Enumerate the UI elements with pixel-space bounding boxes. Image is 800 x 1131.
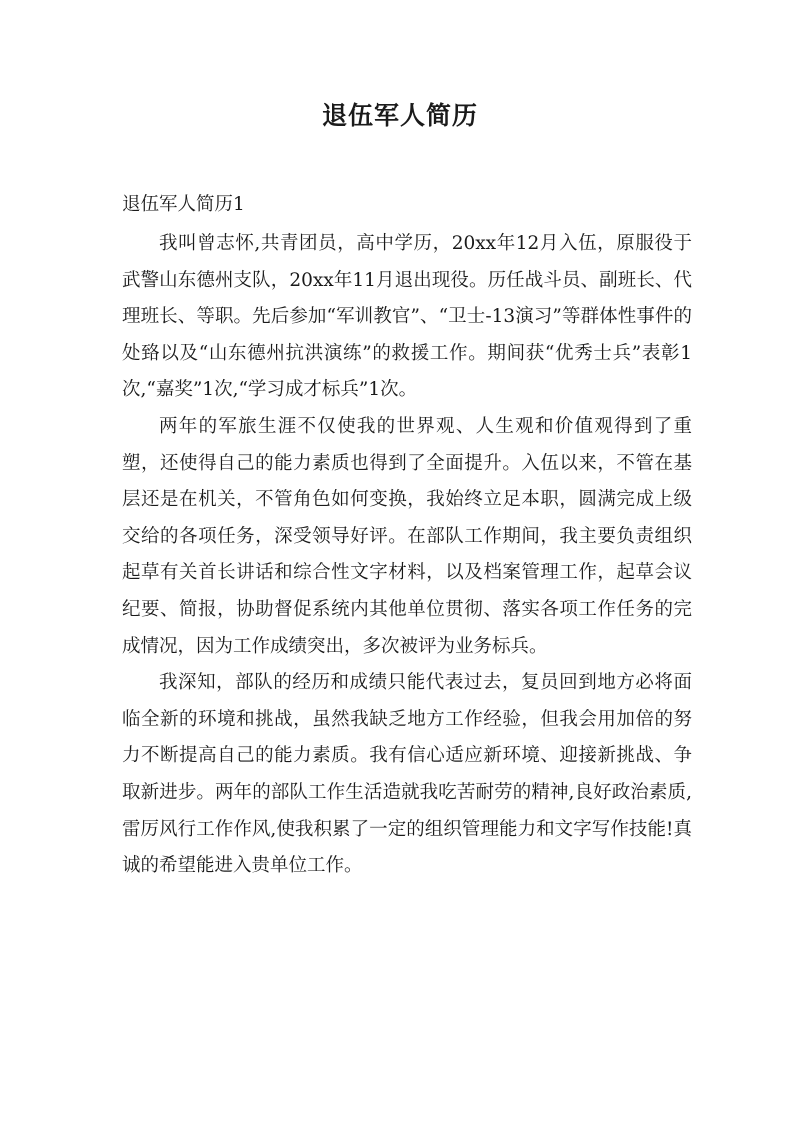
- paragraph-3: 我深知，部队的经历和成绩只能代表过去，复员回到地方必将面临全新的环境和挑战，虽然我缺乏地方工作经验，但我会用加倍的努力不断提高自己的能力素质。我有信心适应新环境、迎接新挑战、争取新进步。两年的部队工作生活造就我吃苦耐劳的精神,良好政治素质,雷厉风行工作作风,使我积累了一定的组织管理能力和文字写作技能!真诚的希望能进入贵单位工作。: [122, 672, 692, 877]
- paragraph-2: 两年的军旅生涯不仅使我的世界观、人生观和价值观得到了重塑，还使得自己的能力素质也得到了全面提升。入伍以来，不管在基层还是在机关，不管角色如何变换，我始终立足本职，圆满完成上级交给的各项任务，深受领导好评。在部队工作期间，我主要负责组织起草有关首长讲话和综合性文字材料，以及档案管理工作，起草会议纪要、简报，协助督促系统内其他单位贯彻、落实各项工作任务的完成情况，因为工作成绩突出，多次被评为业务标兵。: [122, 415, 692, 657]
- document-title: 退伍军人简历: [321, 101, 478, 130]
- paragraph-1: 我叫曾志怀,共青团员，高中学历，20xx年12月入伍，原服役于武警山东德州支队，20xx年11月退出现役。历任战斗员、副班长、代理班长、等职。先后参加“军训教官”、“卫士-13演习”等群体性事件的处臵以及“山东德州抗洪演练”的救援工作。期间获“优秀士兵”表彰1次,“嘉奖”1次,“学习成才标兵”1次。: [122, 233, 692, 401]
- document-body: [122, 226, 692, 885]
- section-heading: 退伍军人简历1: [122, 194, 245, 215]
